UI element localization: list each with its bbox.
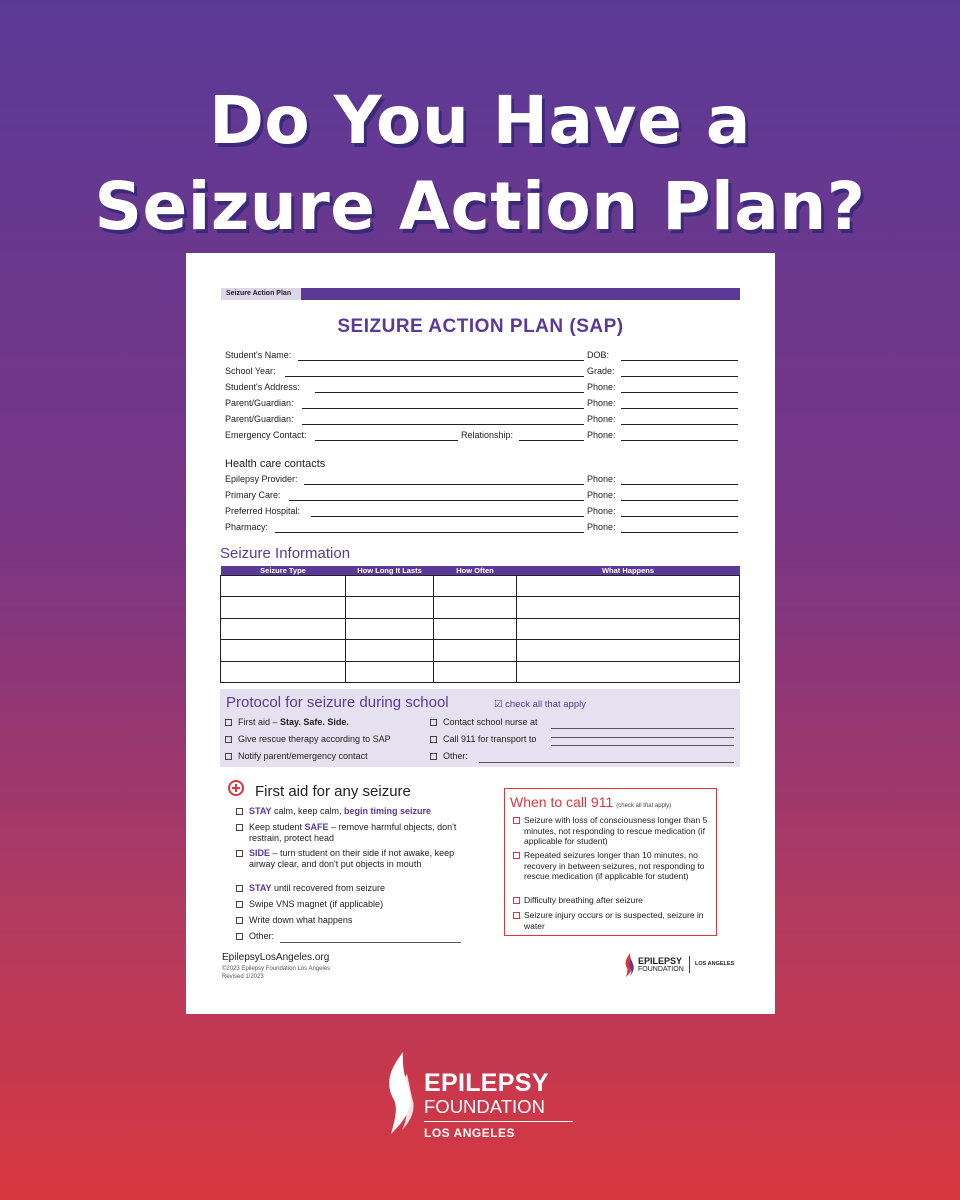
label-dob: DOB: <box>587 350 610 360</box>
checkbox[interactable] <box>236 901 243 908</box>
label-grade: Grade: <box>587 366 615 376</box>
checkbox[interactable] <box>236 917 243 924</box>
table-row <box>221 618 740 639</box>
table-cell[interactable] <box>221 640 346 661</box>
parent-1-phone-field[interactable] <box>621 408 738 409</box>
label-preferred-hospital: Preferred Hospital: <box>225 506 301 516</box>
table-cell[interactable] <box>346 576 434 597</box>
label-emergency: Emergency Contact: <box>225 430 307 440</box>
foundation-logo <box>385 1052 585 1146</box>
table-cell[interactable] <box>517 576 740 597</box>
parent-1-field[interactable] <box>302 408 584 409</box>
col-how-often: How Often <box>434 566 517 576</box>
table-cell[interactable] <box>434 618 517 639</box>
check-all-note <box>494 699 586 710</box>
first-aid-item[interactable] <box>236 931 466 942</box>
checkbox[interactable] <box>430 736 437 743</box>
parent-2-field[interactable] <box>302 424 584 425</box>
health-care-title: Health care contacts <box>225 458 326 470</box>
mini-logo-divider <box>689 956 690 973</box>
check-all-text: check all that apply <box>505 699 586 710</box>
copyright-text: ©2023 Epilepsy Foundation Los Angeles <box>222 966 331 972</box>
label-phone: Phone: <box>587 506 616 516</box>
txt: Repeated seizures longer than 10 minutes, no recovery in between seizures, not responding to rescue medication (if applicable for student) <box>524 850 705 881</box>
table-row <box>221 576 740 597</box>
protocol-other[interactable] <box>430 751 468 761</box>
table-cell[interactable] <box>346 661 434 682</box>
mini-logo-line-2: FOUNDATION <box>638 966 684 973</box>
table-cell[interactable] <box>517 640 740 661</box>
emergency-field[interactable] <box>315 440 458 441</box>
footer-url[interactable]: EpilepsyLosAngeles.org <box>222 952 330 963</box>
parent-2-phone-field[interactable] <box>621 424 738 425</box>
protocol-contact-nurse[interactable] <box>430 717 538 727</box>
other-field[interactable] <box>479 762 734 763</box>
label-phone: Phone: <box>587 414 616 424</box>
col-how-long: How Long It Lasts <box>346 566 434 576</box>
transport-field-2[interactable] <box>551 745 734 746</box>
checkbox[interactable] <box>225 736 232 743</box>
first-aid-cross-icon <box>228 780 244 796</box>
checkbox[interactable] <box>236 850 243 857</box>
checkbox[interactable] <box>430 719 437 726</box>
label-pharmacy: Pharmacy: <box>225 522 269 532</box>
flame-icon <box>385 1052 417 1134</box>
first-aid-title: First aid for any seizure <box>255 783 411 800</box>
checkbox[interactable] <box>236 808 243 815</box>
row-epilepsy-provider <box>225 474 745 488</box>
checkbox[interactable] <box>513 852 520 859</box>
table-cell[interactable] <box>346 597 434 618</box>
txt: Seizure injury occurs or is suspected, seizure in water <box>524 910 704 931</box>
logo-line-2: FOUNDATION <box>424 1096 545 1117</box>
txt: Seizure with loss of consciousness longer than 5 minutes, not responding to rescue medication (if applicable for student) <box>524 815 708 846</box>
protocol-rescue-therapy[interactable] <box>225 734 391 744</box>
grade-field[interactable] <box>621 376 738 377</box>
row-pharmacy <box>225 522 745 536</box>
when-to-call-911-box <box>504 788 717 936</box>
call-911-text: Call 911 for transport to <box>443 734 537 744</box>
col-what-happens: What Happens <box>517 566 740 576</box>
protocol-section <box>220 689 740 767</box>
row-address <box>225 382 745 396</box>
kw: SIDE <box>249 848 271 858</box>
headline <box>0 78 960 250</box>
txt: Swipe VNS magnet (if applicable) <box>249 899 384 909</box>
first-aid-other-field[interactable] <box>280 942 461 943</box>
checkbox[interactable] <box>225 719 232 726</box>
student-name-field[interactable] <box>298 360 584 361</box>
label-epilepsy-provider: Epilepsy Provider: <box>225 474 298 484</box>
checkbox[interactable] <box>225 753 232 760</box>
school-year-field[interactable] <box>285 376 584 377</box>
header-tab: Seizure Action Plan <box>221 288 301 300</box>
txt: Difficulty breathing after seizure <box>524 895 643 905</box>
kw: STAY <box>249 806 272 816</box>
label-phone: Phone: <box>587 382 616 392</box>
seizure-action-plan-sheet <box>186 253 775 1014</box>
epilepsy-provider-phone-field[interactable] <box>621 484 738 485</box>
label-phone: Phone: <box>587 430 616 440</box>
checkbox[interactable] <box>513 912 520 919</box>
call-911-title-text: When to call 911 <box>510 794 614 810</box>
call-911-item[interactable] <box>513 910 711 931</box>
checkbox[interactable] <box>236 885 243 892</box>
headline-line-1: Do You Have a <box>209 82 751 159</box>
table-row <box>221 597 740 618</box>
first-aid-bold: Stay. Safe. Side. <box>280 717 349 727</box>
pharmacy-phone-field[interactable] <box>621 532 738 533</box>
pharmacy-field[interactable] <box>275 532 584 533</box>
relationship-field[interactable] <box>519 440 584 441</box>
table-cell[interactable] <box>221 597 346 618</box>
sap-title: SEIZURE ACTION PLAN (SAP) <box>337 316 624 337</box>
first-aid-item[interactable] <box>236 806 466 817</box>
row-student-name <box>225 350 745 364</box>
revised-text: Revised 1/2023 <box>222 974 264 980</box>
table-cell[interactable] <box>434 597 517 618</box>
checkbox[interactable] <box>236 824 243 831</box>
dob-field[interactable] <box>621 360 738 361</box>
address-field[interactable] <box>315 392 584 393</box>
nurse-field[interactable] <box>551 728 734 729</box>
header-bar <box>221 288 740 300</box>
seizure-info-title: Seizure Information <box>220 545 351 562</box>
logo-line-1: EPILEPSY <box>424 1069 549 1097</box>
label-school-year: School Year: <box>225 366 276 376</box>
table-cell[interactable] <box>346 640 434 661</box>
mini-logo-line-1: EPILEPSY <box>638 956 683 966</box>
checkbox[interactable] <box>513 817 520 824</box>
table-cell[interactable] <box>517 618 740 639</box>
table-cell[interactable] <box>221 576 346 597</box>
row-preferred-hospital <box>225 506 745 520</box>
rescue-text: Give rescue therapy according to SAP <box>238 734 391 744</box>
first-aid-item[interactable] <box>236 883 466 894</box>
call-911-title <box>510 794 671 810</box>
protocol-call-911[interactable] <box>430 734 536 744</box>
table-cell[interactable] <box>517 597 740 618</box>
call-911-item[interactable] <box>513 895 711 906</box>
txt: – turn student on their side if not awake, keep airway clear, and don't put objects in mouth <box>249 848 455 869</box>
table-cell[interactable] <box>434 576 517 597</box>
row-school-year <box>225 366 745 380</box>
checkbox[interactable] <box>513 897 520 904</box>
first-aid-item[interactable] <box>236 848 466 869</box>
protocol-first-aid[interactable] <box>225 717 349 727</box>
kw: begin timing seizure <box>344 806 432 816</box>
table-cell[interactable] <box>346 618 434 639</box>
table-row <box>221 661 740 682</box>
label-student-name: Student's Name: <box>225 350 292 360</box>
checked-box-icon: ☑ <box>494 699 503 710</box>
footer-copyright <box>222 965 330 981</box>
first-aid-item[interactable] <box>236 915 466 926</box>
transport-field-1[interactable] <box>551 737 734 738</box>
primary-care-field[interactable] <box>289 500 584 501</box>
call-911-item[interactable] <box>513 850 711 882</box>
label-relationship: Relationship: <box>461 430 514 440</box>
row-parent-2 <box>225 414 745 428</box>
col-seizure-type: Seizure Type <box>221 566 346 576</box>
headline-line-2: Seizure Action Plan? <box>94 168 866 245</box>
txt: until recovered from seizure <box>271 883 386 893</box>
row-parent-1 <box>225 398 745 412</box>
table-row <box>221 640 740 661</box>
nurse-text: Contact school nurse at <box>443 717 538 727</box>
kw: STAY <box>249 883 272 893</box>
address-phone-field[interactable] <box>621 392 738 393</box>
row-primary-care <box>225 490 745 504</box>
first-aid-prefix: First aid – <box>238 717 281 727</box>
protocol-notify-parent[interactable] <box>225 751 368 761</box>
logo-rule <box>424 1121 573 1122</box>
emergency-phone-field[interactable] <box>621 440 738 441</box>
primary-care-phone-field[interactable] <box>621 500 738 501</box>
txt: calm, keep calm, <box>271 806 345 816</box>
txt: Keep student <box>249 822 305 832</box>
preferred-hospital-phone-field[interactable] <box>621 516 738 517</box>
label-phone: Phone: <box>587 398 616 408</box>
checkbox[interactable] <box>236 933 243 940</box>
row-emergency <box>225 430 745 444</box>
checkbox[interactable] <box>430 753 437 760</box>
label-phone: Phone: <box>587 474 616 484</box>
kw: SAFE <box>304 822 329 832</box>
table-cell[interactable] <box>221 618 346 639</box>
protocol-title: Protocol for seizure during school <box>226 694 449 711</box>
first-aid-item[interactable] <box>236 822 466 843</box>
seizure-info-table <box>220 566 740 683</box>
preferred-hospital-field[interactable] <box>311 516 584 517</box>
txt: – remove harmful objects, don't restrain, protect head <box>249 822 457 843</box>
mini-logo-line-3: LOS ANGELES <box>695 961 735 967</box>
label-primary-care: Primary Care: <box>225 490 281 500</box>
flame-icon <box>624 953 636 977</box>
epilepsy-provider-field[interactable] <box>304 484 584 485</box>
call-911-note: (check all that apply) <box>616 803 672 809</box>
table-cell[interactable] <box>434 661 517 682</box>
txt: Write down what happens <box>249 915 353 925</box>
notify-text: Notify parent/emergency contact <box>238 751 368 761</box>
label-phone: Phone: <box>587 522 616 532</box>
table-cell[interactable] <box>434 640 517 661</box>
label-parent-1: Parent/Guardian: <box>225 398 294 408</box>
label-address: Student's Address: <box>225 382 300 392</box>
first-aid-item[interactable] <box>236 899 466 910</box>
other-text: Other: <box>443 751 469 761</box>
txt: Other: <box>249 931 275 941</box>
logo-line-3: LOS ANGELES <box>424 1126 516 1140</box>
label-phone: Phone: <box>587 490 616 500</box>
table-cell[interactable] <box>221 661 346 682</box>
call-911-item[interactable] <box>513 815 711 847</box>
table-cell[interactable] <box>517 661 740 682</box>
label-parent-2: Parent/Guardian: <box>225 414 294 424</box>
